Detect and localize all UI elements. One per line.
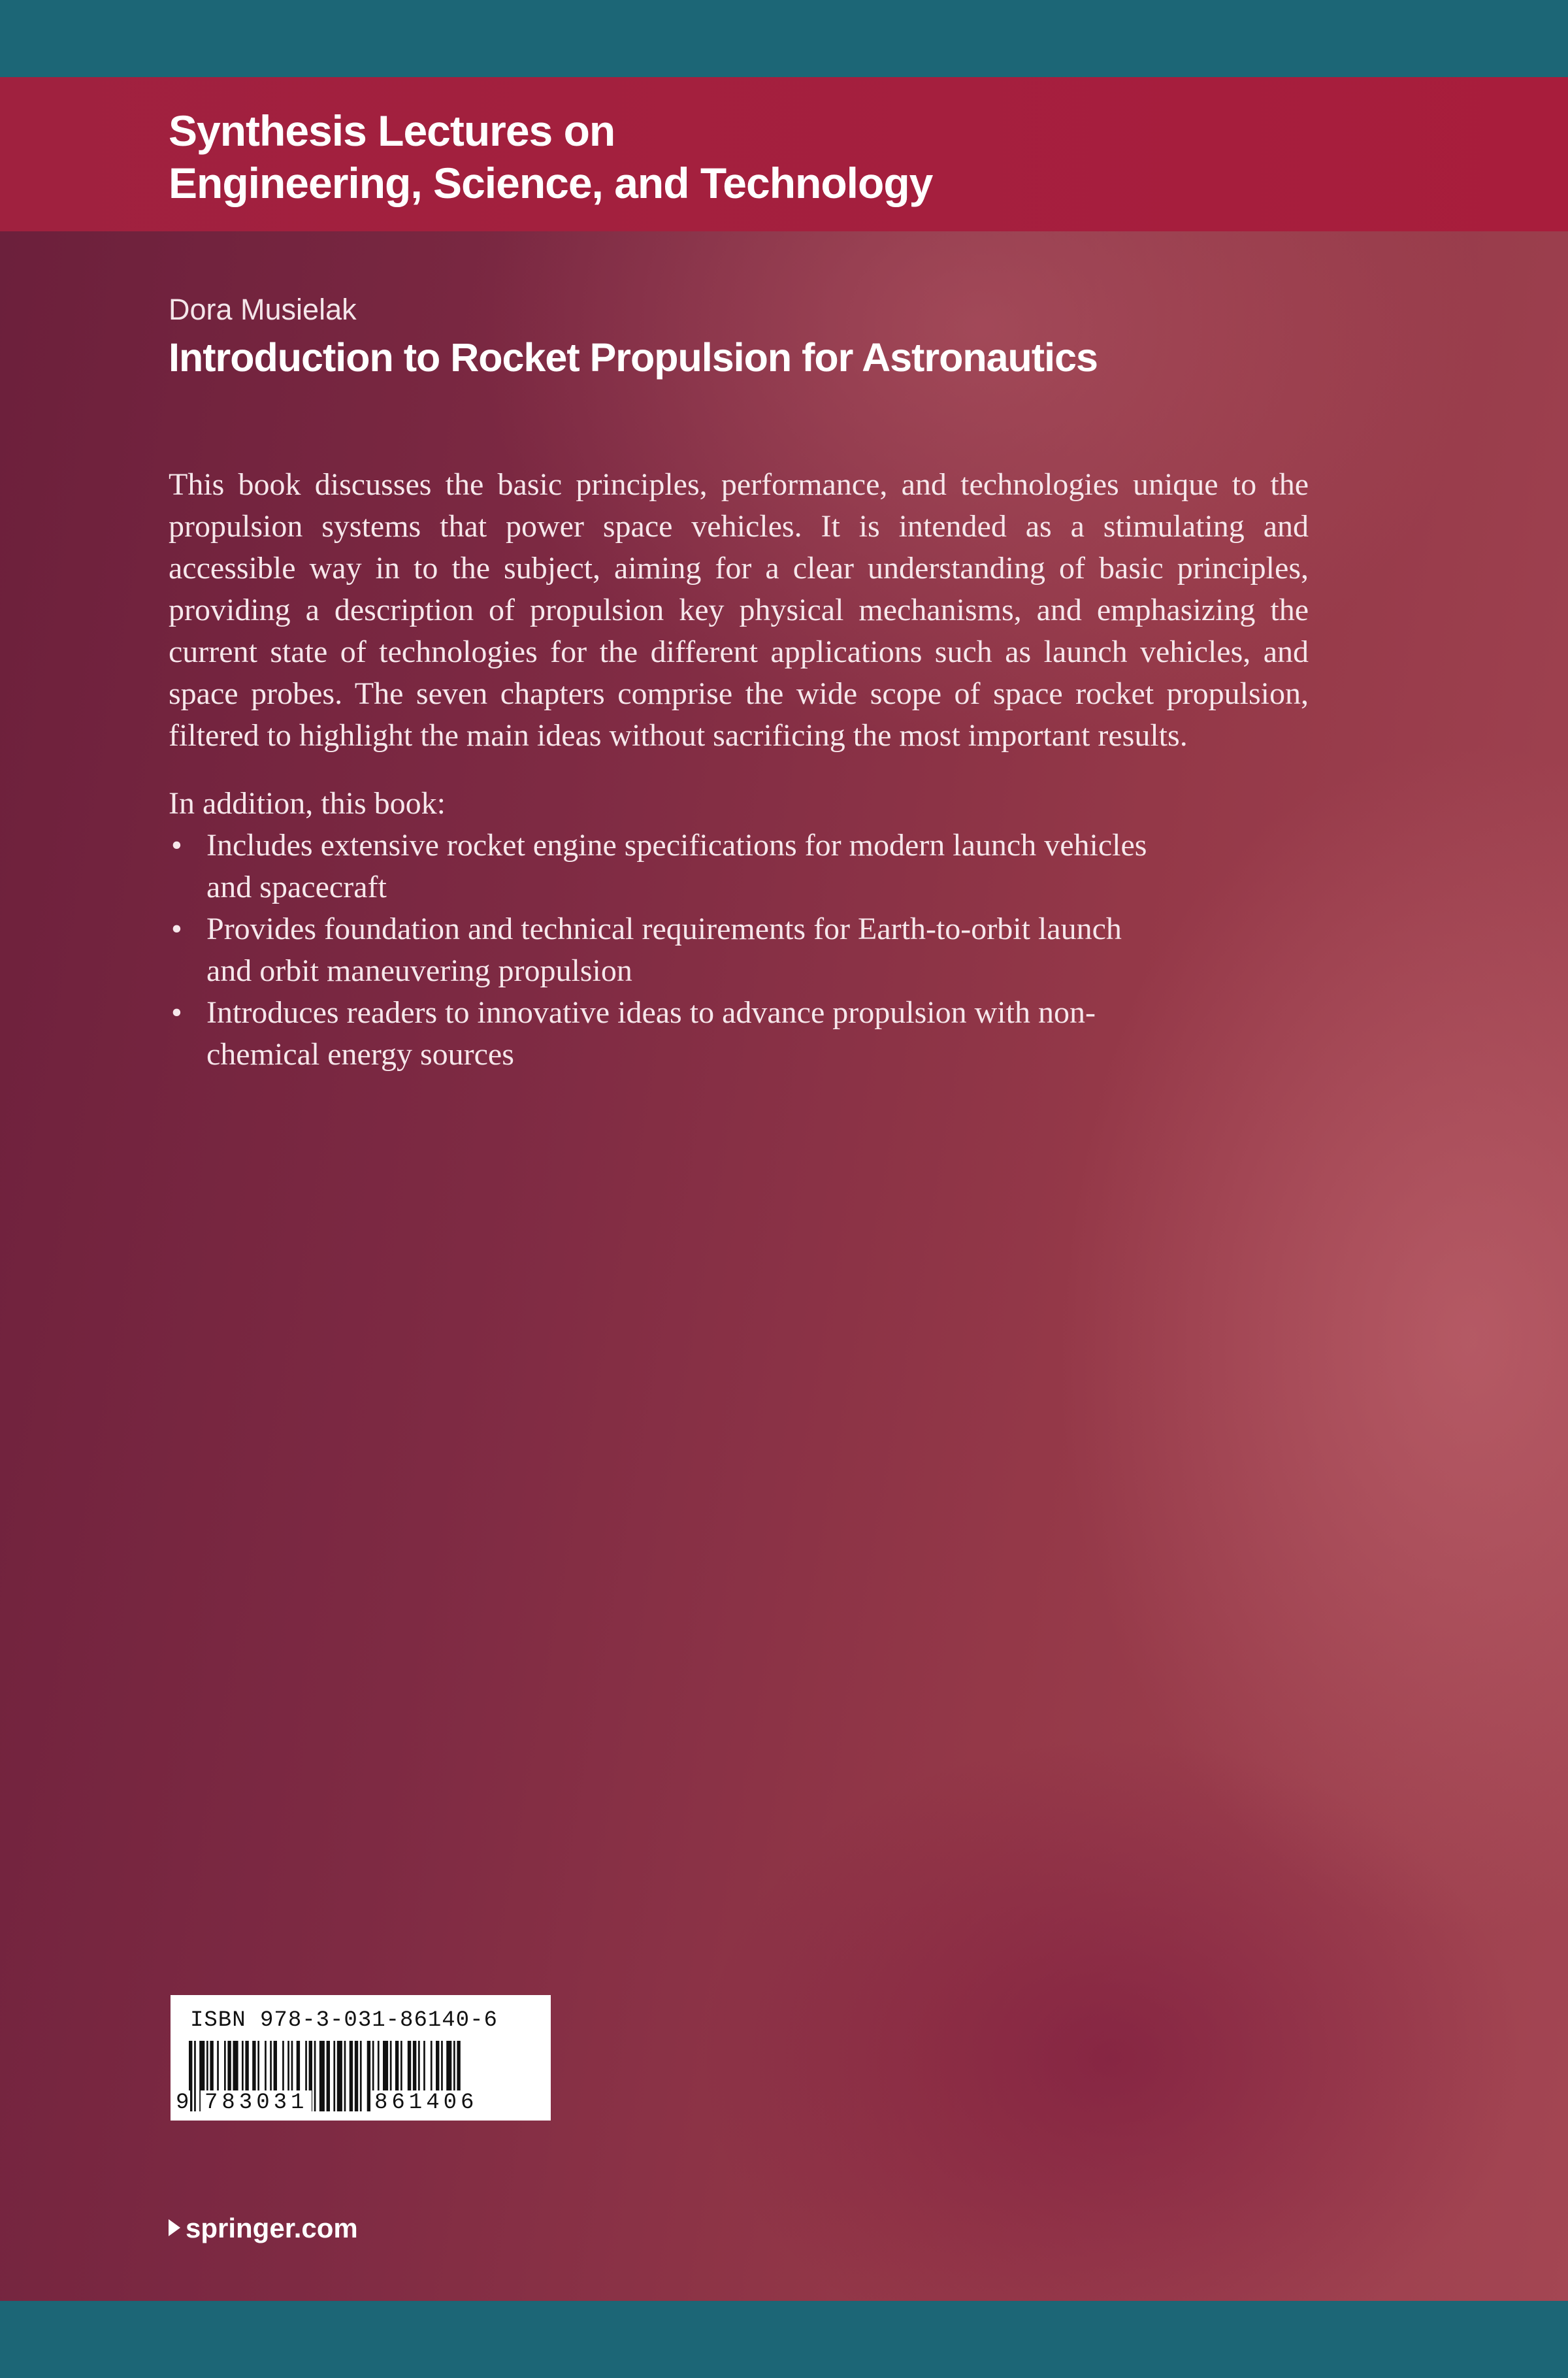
barcode-digit-first: 9 xyxy=(176,2090,189,2115)
bullet-icon: • xyxy=(171,995,182,1030)
isbn-label: ISBN 978-3-031-86140-6 xyxy=(190,2008,498,2033)
description-paragraph: This book discusses the basic principles, performance, and technologies unique to the propulsion systems that power space vehicles. It is intended as a stimulating and accessible way in to the subject, aiming for a clear understanding of basic principles, providing a description of propulsion key physical mechanisms, and emphasizing the current state of technologies for the different applications such as launch vehicles, and space probes. The seven chapters comprise the wide scope of space rocket propulsion, filtered to highlight the main ideas without sacrificing the most important results. xyxy=(169,467,1309,753)
list-item xyxy=(169,992,1167,1076)
series-title-line-1: Synthesis Lectures on xyxy=(169,107,615,155)
series-title xyxy=(169,105,932,209)
book-title: Introduction to Rocket Propulsion for Astronautics xyxy=(169,335,1098,380)
publisher-link[interactable] xyxy=(169,2213,358,2244)
author-name: Dora Musielak xyxy=(169,293,357,326)
bullet-icon: • xyxy=(171,912,182,946)
barcode-digits-right: 861406 xyxy=(370,2090,482,2115)
publisher-url: springer.com xyxy=(186,2213,358,2243)
feature-text: Introduces readers to innovative ideas to advance propulsion with non-chemical energy sources xyxy=(206,995,1096,1072)
addition-intro: In addition, this book: xyxy=(169,786,446,821)
list-item xyxy=(169,825,1167,908)
barcode-digits-left: 783031 xyxy=(201,2090,312,2115)
list-item xyxy=(169,908,1167,992)
series-title-line-2: Engineering, Science, and Technology xyxy=(169,159,933,207)
book-description xyxy=(169,464,1309,1076)
feature-list xyxy=(169,825,1309,1076)
arrow-right-icon xyxy=(169,2219,180,2236)
isbn-barcode-box xyxy=(171,1995,551,2121)
bullet-icon: • xyxy=(171,828,182,863)
feature-text: Provides foundation and technical requirements for Earth-to-orbit launch and orbit maneuvering propulsion xyxy=(206,912,1122,988)
feature-text: Includes extensive rocket engine specifications for modern launch vehicles and spacecraft xyxy=(206,828,1147,904)
bottom-teal-band xyxy=(0,2301,1568,2378)
top-teal-band xyxy=(0,0,1568,77)
